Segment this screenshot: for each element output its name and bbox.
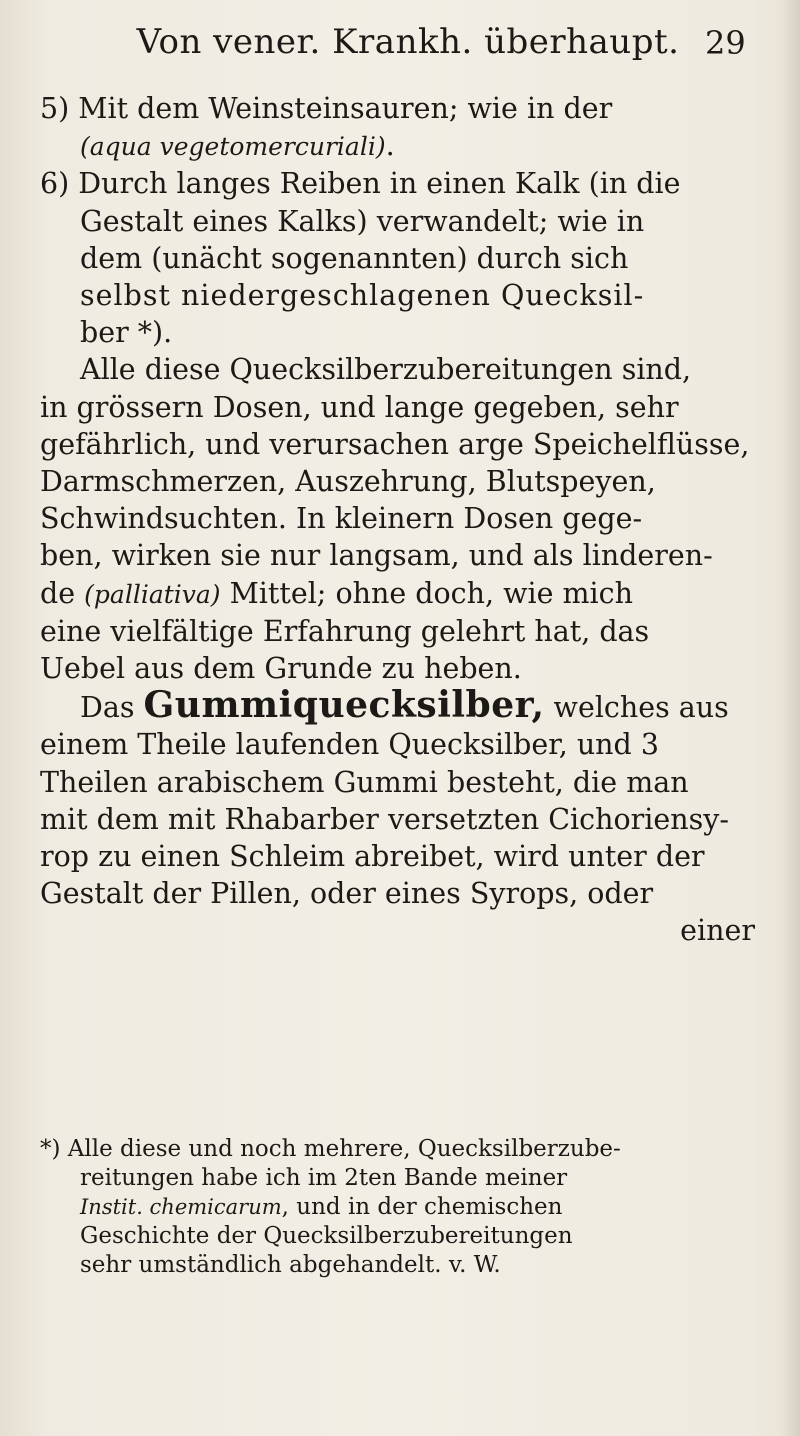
footnote-line-5: sehr umständlich abgehandelt. v. W. [80,1252,501,1278]
latin-term: (palliativa) [84,579,221,609]
page-header [0,22,800,72]
paragraph-2-line-3: Theilen arabischem Gummi besteht, die man [40,765,689,799]
paragraph-2-line-6: Gestalt der Pillen, oder eines Syrops, oder [40,877,654,911]
item-6-line-4: selbst niedergeschlagenen Quecksil- [80,279,645,313]
book-title: Instit. chemicarum [80,1195,282,1219]
paragraph-2-line-2: einem Theile laufenden Quecksilber, und 3 [40,728,659,762]
emphasized-term: Gummiquecksilber, [143,684,545,727]
paragraph-1-line-9: Uebel aus dem Grunde zu heben. [40,652,522,686]
running-title: Von vener. Krankh. überhaupt. [136,22,680,62]
paragraph-2-line-4: mit dem mit Rhabarber versetzten Cichoriensy- [40,802,729,836]
catchword: einer [680,914,755,948]
item-6-line-1: 6) Durch langes Reiben in einen Kalk (in die [40,167,681,201]
page-edge-shadow [782,0,800,1436]
paragraph-2-line-5: rop zu einen Schleim abreibet, wird unter der [40,840,705,874]
paragraph-1-line-5: Schwindsuchten. In kleinern Dosen gege- [40,502,643,536]
footnote [40,1135,775,1280]
paragraph-1-line-1: Alle diese Quecksilberzubereitungen sind, [80,353,692,387]
paragraph-1-line-8: eine vielfältige Erfahrung gelehrt hat, das [40,614,650,648]
item-6-line-5: ber *). [80,316,173,350]
paragraph-2-line-1: Das Gummiquecksilber, welches aus [80,684,729,727]
footnote-line-4: Geschichte der Quecksilberzubereitungen [80,1223,573,1249]
page-number: 29 [705,24,746,62]
item-5-line-2: (aqua vegetomercuriali). [80,129,395,163]
main-text [40,90,775,950]
paragraph-1-line-4: Darmschmerzen, Auszehrung, Blutspeyen, [40,465,656,499]
paragraph-1-line-3: gefährlich, und verursachen arge Speichelflüsse, [40,427,750,461]
latin-term: (aqua vegetomercuriali) [80,132,386,162]
paragraph-1-line-7: de (palliativa) Mittel; ohne doch, wie mich [40,576,633,610]
paragraph-1-line-6: ben, wirken sie nur langsam, und als linderen- [40,539,713,573]
item-6-line-2: Gestalt eines Kalks) verwandelt; wie in [80,204,645,238]
footnote-line-2: reitungen habe ich im 2ten Bande meiner [80,1165,568,1191]
footnote-line-3: Instit. chemicarum, und in der chemischen [80,1194,563,1220]
footnote-line-1: *) Alle diese und noch mehrere, Quecksilberzube- [40,1136,621,1162]
item-6-line-3: dem (unächt sogenannten) durch sich [80,241,629,275]
item-5-line-1: 5) Mit dem Weinsteinsauren; wie in der [40,92,613,125]
paragraph-1-line-2: in grössern Dosen, und lange gegeben, sehr [40,390,679,424]
